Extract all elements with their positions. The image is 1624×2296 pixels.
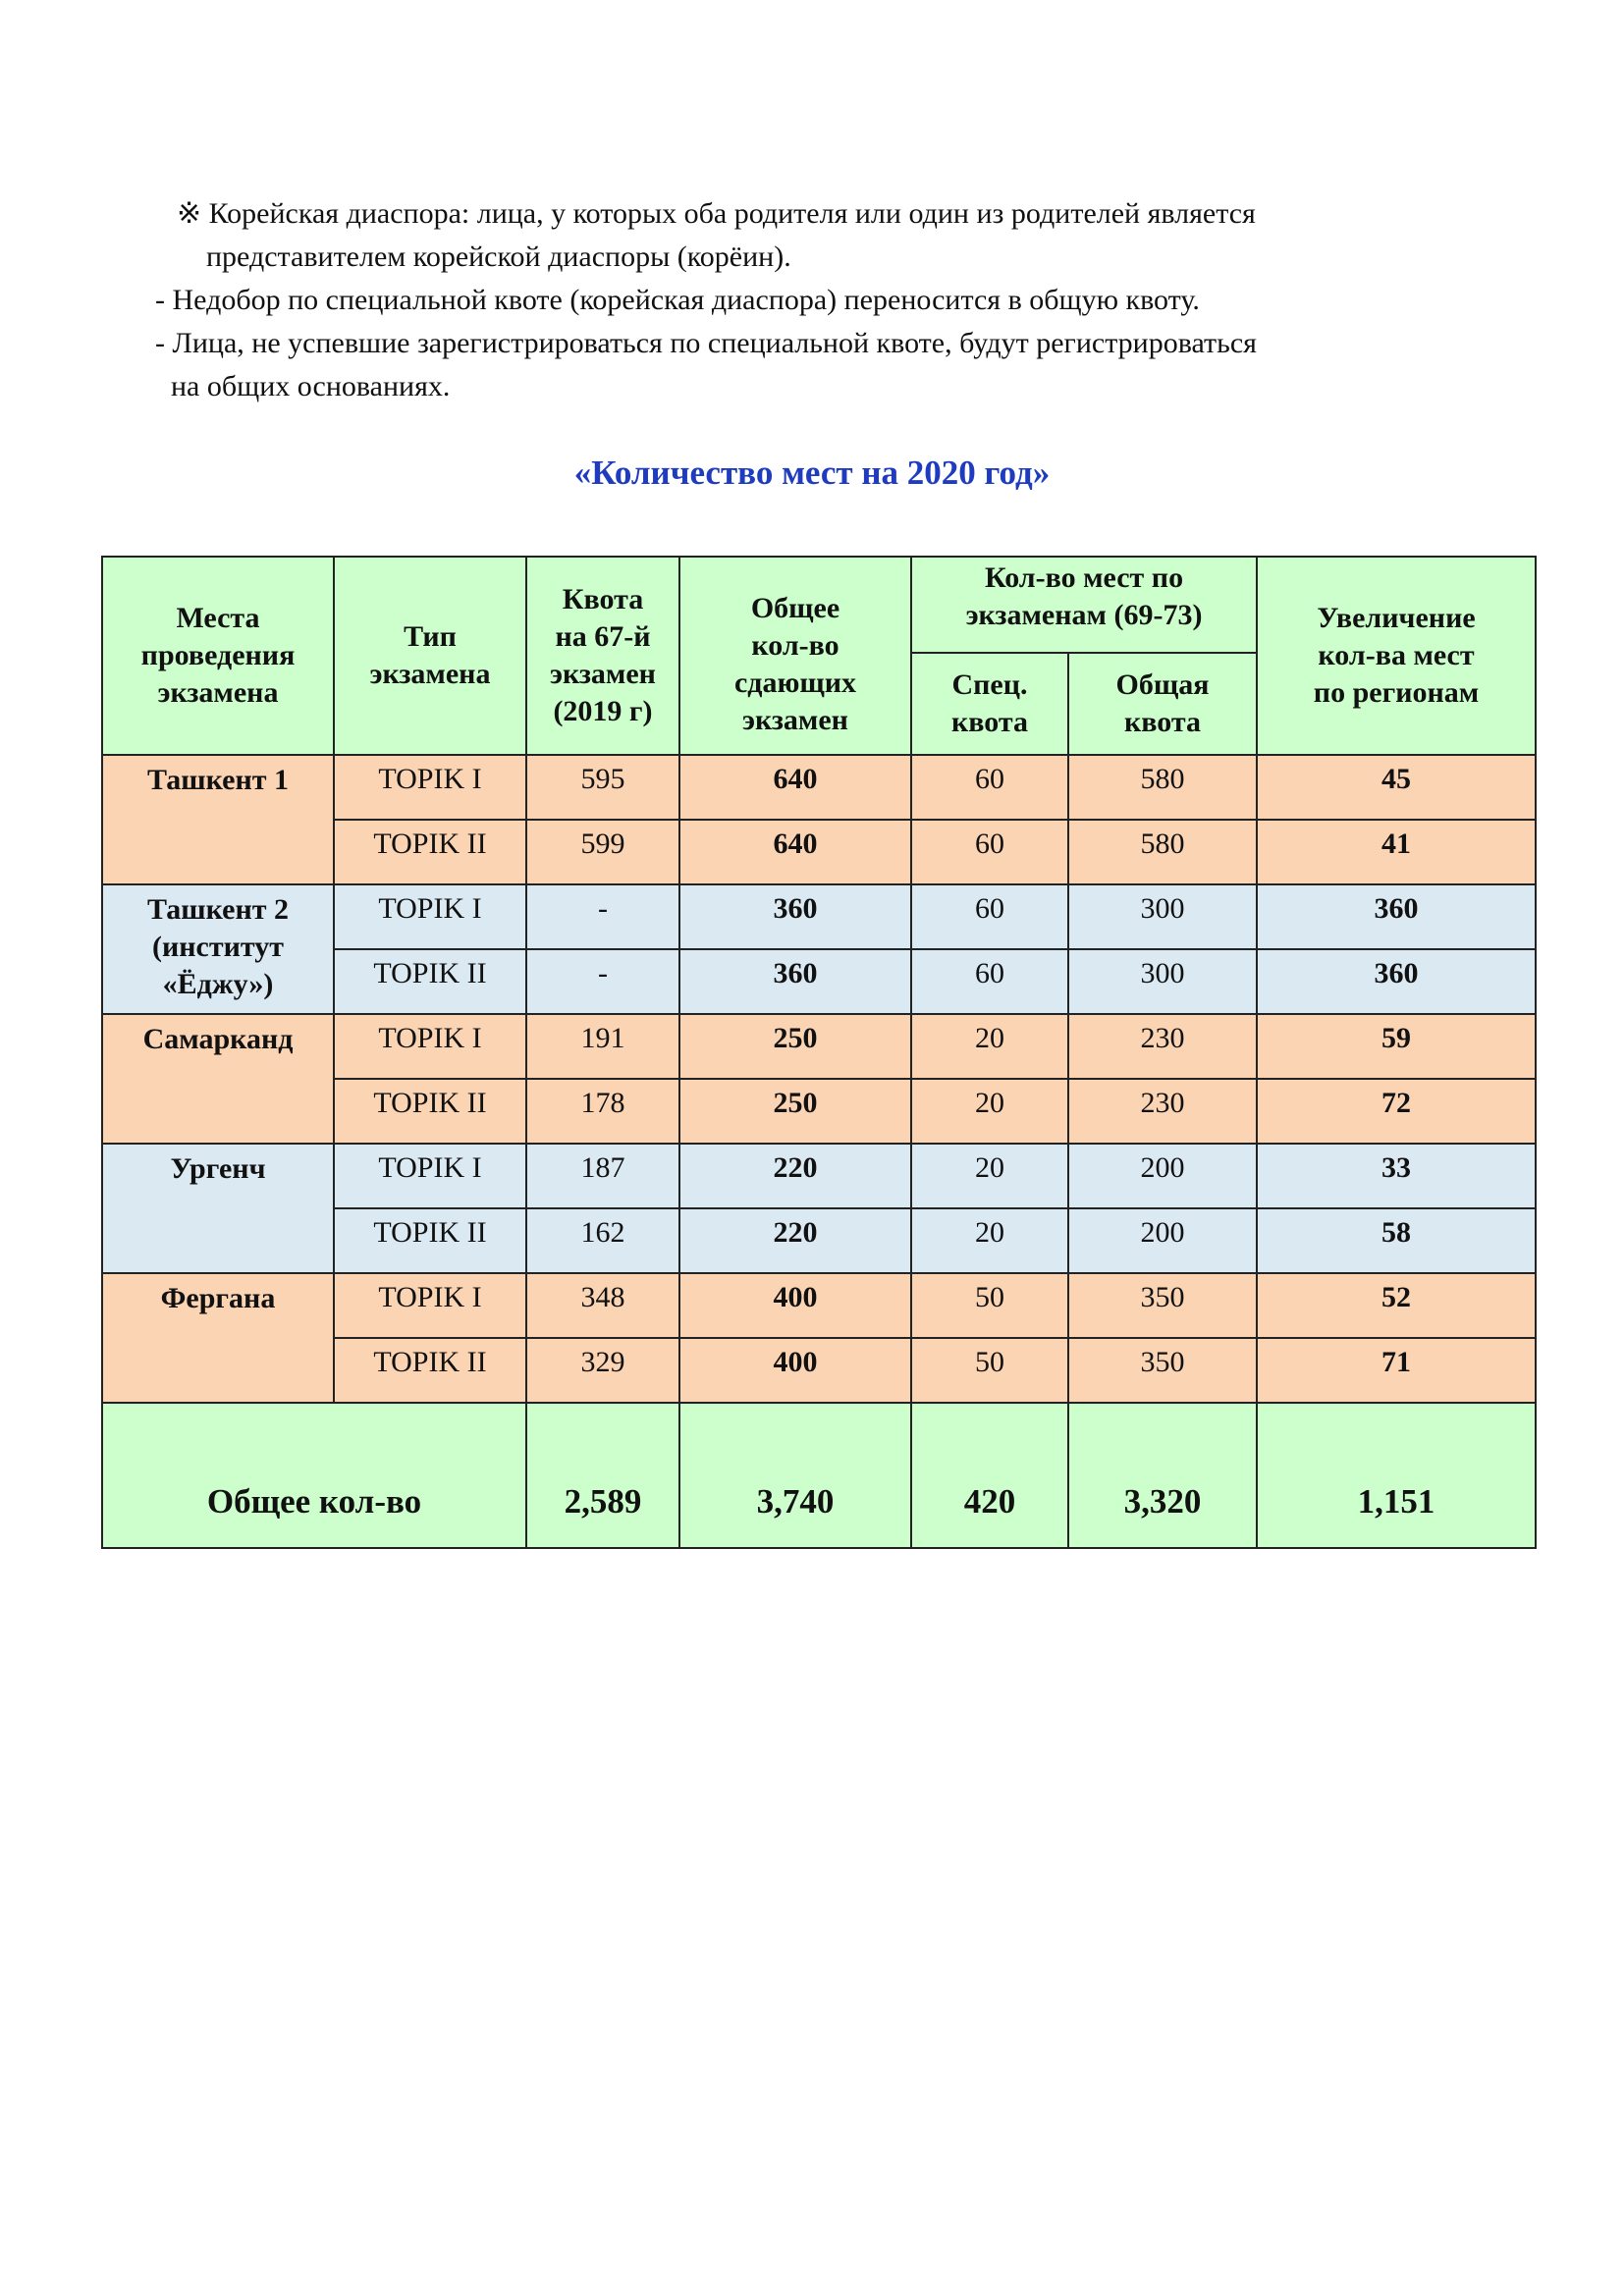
quota-cell: - bbox=[526, 884, 679, 949]
exam-type-cell: TOPIK II bbox=[334, 949, 526, 1014]
total-cell: 250 bbox=[679, 1079, 911, 1144]
header-general-quota: Общая квота bbox=[1068, 653, 1257, 755]
special-cell: 20 bbox=[911, 1079, 1068, 1144]
increase-cell: 72 bbox=[1257, 1079, 1536, 1144]
increase-cell: 360 bbox=[1257, 884, 1536, 949]
quota-cell: 162 bbox=[526, 1208, 679, 1273]
header-exam-type: Тип экзамена bbox=[334, 557, 526, 755]
table-row bbox=[102, 1144, 1536, 1208]
quota-cell: 187 bbox=[526, 1144, 679, 1208]
special-cell: 50 bbox=[911, 1338, 1068, 1403]
increase-cell: 360 bbox=[1257, 949, 1536, 1014]
total-special: 420 bbox=[911, 1403, 1068, 1548]
total-quota: 2,589 bbox=[526, 1403, 679, 1548]
header-places-group: Кол-во мест по экзаменам (69-73) bbox=[911, 557, 1257, 653]
header-total-takers: Общее кол-во сдающих экзамен bbox=[679, 557, 911, 755]
general-cell: 580 bbox=[1068, 820, 1257, 884]
quota-cell: 191 bbox=[526, 1014, 679, 1079]
special-cell: 60 bbox=[911, 820, 1068, 884]
table-row bbox=[102, 1014, 1536, 1079]
total-increase: 1,151 bbox=[1257, 1403, 1536, 1548]
total-cell: 400 bbox=[679, 1273, 911, 1338]
total-general: 3,320 bbox=[1068, 1403, 1257, 1548]
city-cell: Фергана bbox=[102, 1273, 334, 1403]
exam-type-cell: TOPIK I bbox=[334, 884, 526, 949]
page-title: «Количество мест на 2020 год» bbox=[573, 454, 1051, 492]
general-cell: 200 bbox=[1068, 1208, 1257, 1273]
general-cell: 300 bbox=[1068, 884, 1257, 949]
total-cell: 640 bbox=[679, 820, 911, 884]
city-cell: Самарканд bbox=[102, 1014, 334, 1144]
quota-cell: 178 bbox=[526, 1079, 679, 1144]
general-cell: 200 bbox=[1068, 1144, 1257, 1208]
total-cell: 640 bbox=[679, 755, 911, 820]
special-cell: 50 bbox=[911, 1273, 1068, 1338]
city-cell: Ташкент 1 bbox=[102, 755, 334, 884]
exam-type-cell: TOPIK I bbox=[334, 1273, 526, 1338]
places-table bbox=[101, 556, 1537, 1549]
general-cell: 230 bbox=[1068, 1014, 1257, 1079]
total-cell: 250 bbox=[679, 1014, 911, 1079]
total-cell: 360 bbox=[679, 949, 911, 1014]
quota-cell: 348 bbox=[526, 1273, 679, 1338]
quota-cell: - bbox=[526, 949, 679, 1014]
increase-cell: 59 bbox=[1257, 1014, 1536, 1079]
header-increase: Увеличение кол-ва мест по регионам bbox=[1257, 557, 1536, 755]
total-label: Общее кол-во bbox=[102, 1403, 526, 1548]
table-row bbox=[102, 1273, 1536, 1338]
total-cell: 360 bbox=[679, 884, 911, 949]
increase-cell: 71 bbox=[1257, 1338, 1536, 1403]
table-row bbox=[102, 884, 1536, 949]
general-cell: 350 bbox=[1068, 1273, 1257, 1338]
city-cell: Ташкент 2 (институт «Ёджу») bbox=[102, 884, 334, 1014]
general-cell: 580 bbox=[1068, 755, 1257, 820]
total-cell: 220 bbox=[679, 1144, 911, 1208]
exam-type-cell: TOPIK II bbox=[334, 1079, 526, 1144]
increase-cell: 45 bbox=[1257, 755, 1536, 820]
note-shortfall: - Недобор по специальной квоте (корейская диаспора) переносится в общую квоту. bbox=[155, 284, 1200, 316]
total-cell: 220 bbox=[679, 1208, 911, 1273]
increase-cell: 58 bbox=[1257, 1208, 1536, 1273]
increase-cell: 52 bbox=[1257, 1273, 1536, 1338]
special-cell: 20 bbox=[911, 1208, 1068, 1273]
city-cell: Ургенч bbox=[102, 1144, 334, 1273]
table-row bbox=[102, 755, 1536, 820]
total-row bbox=[102, 1403, 1536, 1548]
exam-type-cell: TOPIK II bbox=[334, 1208, 526, 1273]
special-cell: 60 bbox=[911, 884, 1068, 949]
header-quota-67: Квота на 67-й экзамен (2019 г) bbox=[526, 557, 679, 755]
special-cell: 20 bbox=[911, 1014, 1068, 1079]
total-cell: 400 bbox=[679, 1338, 911, 1403]
increase-cell: 33 bbox=[1257, 1144, 1536, 1208]
special-cell: 60 bbox=[911, 755, 1068, 820]
exam-type-cell: TOPIK I bbox=[334, 755, 526, 820]
quota-cell: 599 bbox=[526, 820, 679, 884]
exam-type-cell: TOPIK I bbox=[334, 1014, 526, 1079]
exam-type-cell: TOPIK II bbox=[334, 820, 526, 884]
general-cell: 350 bbox=[1068, 1338, 1257, 1403]
quota-cell: 329 bbox=[526, 1338, 679, 1403]
general-cell: 300 bbox=[1068, 949, 1257, 1014]
special-cell: 20 bbox=[911, 1144, 1068, 1208]
general-cell: 230 bbox=[1068, 1079, 1257, 1144]
exam-type-cell: TOPIK I bbox=[334, 1144, 526, 1208]
quota-cell: 595 bbox=[526, 755, 679, 820]
note-late-registration-cont: на общих основаниях. bbox=[171, 370, 451, 402]
note-late-registration: - Лица, не успевшие зарегистрироваться по специальной квоте, будут регистрироваться bbox=[155, 327, 1257, 359]
increase-cell: 41 bbox=[1257, 820, 1536, 884]
total-takers: 3,740 bbox=[679, 1403, 911, 1548]
notes bbox=[155, 192, 1451, 408]
special-cell: 60 bbox=[911, 949, 1068, 1014]
note-korean-diaspora: ※ Корейская диаспора: лица, у которых оба родителя или один из родителей является bbox=[177, 197, 1256, 230]
header-special-quota: Спец. квота bbox=[911, 653, 1068, 755]
header-location: Места проведения экзамена bbox=[102, 557, 334, 755]
note-korean-diaspora-cont: представителем корейской диаспоры (корёин). bbox=[206, 240, 791, 273]
exam-type-cell: TOPIK II bbox=[334, 1338, 526, 1403]
